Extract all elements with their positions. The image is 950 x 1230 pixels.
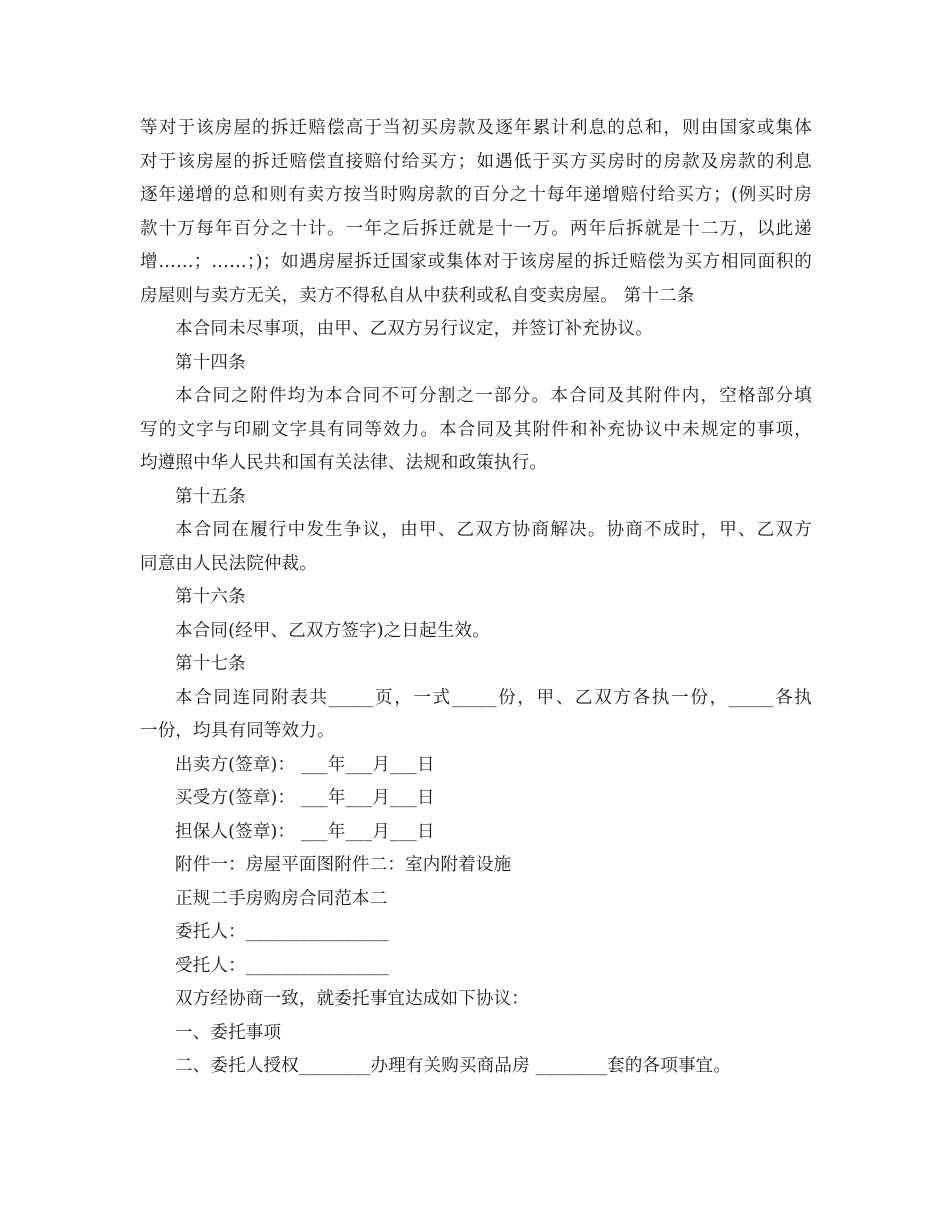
text-line: 本合同在履行中发生争议，由甲、乙双方协商解决。协商不成时，甲、乙双方: [175, 520, 812, 540]
text-line: 本合同连同附表共_____页，一式_____份，甲、乙双方各执一份，_____各执: [175, 687, 812, 708]
text-line: 均遵照中华人民共和国有关法律、法规和政策执行。: [140, 453, 548, 473]
agent-line: 受托人：________________: [175, 955, 389, 976]
text-line: 写的文字与印刷文字具有同等效力。本合同及其附件和补充协议中未规定的事项，: [140, 419, 812, 440]
text-line: 二、委托人授权________办理有关购买商品房 ________套的各项事宜。: [175, 1056, 732, 1076]
signature-line-buyer: 买受方(签章)： ___年___月___日: [175, 788, 435, 808]
text-line: 等对于该房屋的拆迁赔偿高于当初买房款及逐年累计利息的总和，则由国家或集体: [140, 118, 812, 138]
text-line: 增……；……；)；如遇房屋拆迁国家或集体对于该房屋的拆迁赔偿为买方相同面积的: [140, 252, 812, 272]
article-heading: 第十六条: [175, 587, 246, 607]
principal-line: 委托人：________________: [175, 922, 389, 942]
article-heading: 第十五条: [175, 486, 246, 507]
attachments-line: 附件一：房屋平面图附件二：室内附着设施: [175, 855, 512, 875]
text-line: 对于该房屋的拆迁赔偿直接赔付给买方；如遇低于买方买房时的房款及房款的利息: [140, 151, 812, 172]
signature-line-guarantor: 担保人(签章)： ___年___月___日: [175, 821, 435, 842]
text-line: 一份，均具有同等效力。: [140, 721, 335, 741]
text-line: 本合同未尽事项，由甲、乙双方另行议定，并签订补充协议。: [175, 319, 653, 339]
text-line: 本合同之附件均为本合同不可分割之一部分。本合同及其附件内，空格部分填: [175, 386, 812, 406]
text-line: 款十万每年百分之十计。一年之后拆迁就是十一万。两年后拆就是十二万，以此递: [140, 218, 812, 239]
text-line: 双方经协商一致，就委托事宜达成如下协议：: [175, 989, 529, 1009]
text-line: 逐年递增的总和则有卖方按当时购房款的百分之十每年递增赔付给买方；(例买时房: [140, 185, 812, 205]
article-heading: 第十四条: [175, 352, 246, 373]
article-heading: 第十七条: [175, 654, 246, 674]
section-title: 正规二手房购房合同范本二: [175, 888, 388, 909]
text-line: 房屋则与卖方无关，卖方不得私自从中获利或私自变卖房屋。 第十二条: [140, 285, 695, 306]
text-line: 一、委托事项: [175, 1022, 282, 1043]
signature-line-seller: 出卖方(签章)： ___年___月___日: [175, 754, 435, 775]
text-line: 同意由人民法院仲裁。: [140, 553, 317, 574]
text-line: 本合同(经甲、乙双方签字)之日起生效。: [175, 620, 490, 641]
contract-text: [140, 112, 812, 1084]
